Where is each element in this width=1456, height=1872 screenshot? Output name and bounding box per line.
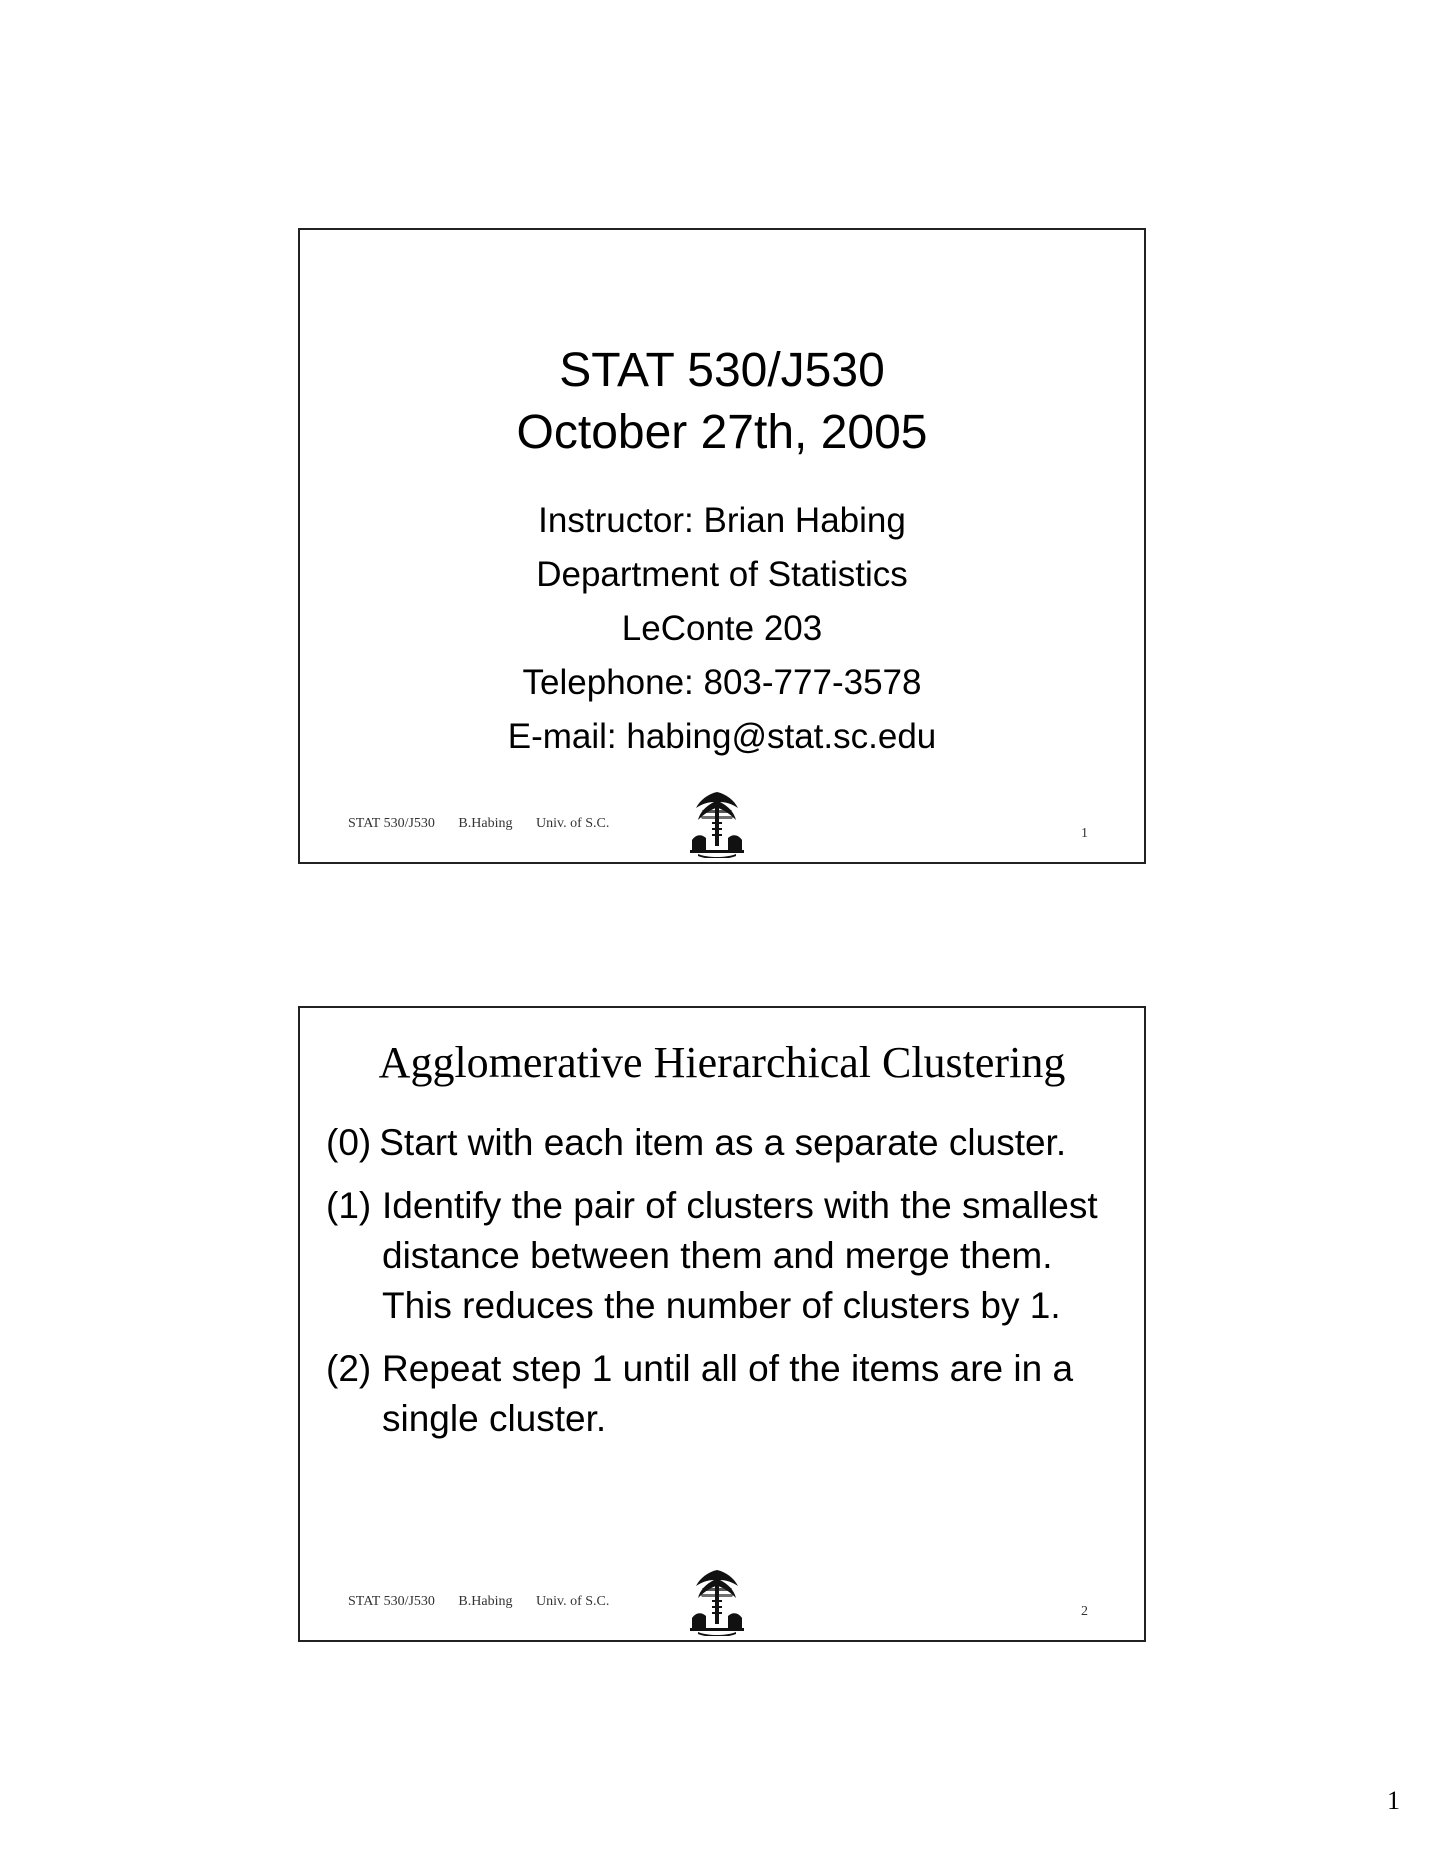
- slide-2: [298, 1006, 1146, 1642]
- step-number: (2): [326, 1348, 372, 1389]
- step-text: Repeat step 1 until all of the items are in a single cluster.: [382, 1348, 1074, 1439]
- slide-1: [298, 228, 1146, 864]
- footer-author: B.Habing: [458, 1594, 513, 1609]
- list-item: [326, 1344, 1130, 1444]
- title-course: STAT 530/J530: [559, 344, 885, 397]
- footer-university: Univ. of S.C.: [535, 816, 610, 831]
- list-item: [326, 1118, 1130, 1168]
- slide-1-title: [300, 340, 1144, 464]
- slide-number: 1: [1081, 826, 1088, 841]
- page-number: 1: [1387, 1786, 1400, 1815]
- step-text: Start with each item as a separate cluster.: [379, 1122, 1067, 1163]
- instructor-name: Instructor: Brian Habing: [538, 501, 906, 540]
- title-date: October 27th, 2005: [516, 406, 928, 459]
- palmetto-tree-icon: [688, 1566, 746, 1636]
- telephone: Telephone: 803-777-3578: [522, 663, 922, 702]
- email: E-mail: habing@stat.sc.edu: [507, 717, 937, 756]
- step-number: (1): [326, 1185, 372, 1226]
- steps-list: [326, 1118, 1130, 1457]
- slide-number: 2: [1081, 1604, 1088, 1619]
- department: Department of Statistics: [536, 555, 908, 594]
- slide-2-title: Agglomerative Hierarchical Clustering: [378, 1038, 1066, 1087]
- footer-university: Univ. of S.C.: [535, 1594, 610, 1609]
- slide-footer: [348, 1594, 629, 1610]
- footer-author: B.Habing: [458, 816, 513, 831]
- footer-course: STAT 530/J530: [348, 1594, 435, 1609]
- palmetto-tree-icon: [688, 788, 746, 858]
- instructor-info: [300, 494, 1144, 764]
- list-item: [326, 1181, 1130, 1331]
- step-text: Identify the pair of clusters with the smallest distance between them and merge them. This reduces the number of clusters by 1.: [382, 1185, 1098, 1326]
- office: LeConte 203: [621, 609, 823, 648]
- step-number: (0): [326, 1122, 372, 1163]
- slide-footer: [348, 816, 629, 832]
- footer-course: STAT 530/J530: [348, 816, 435, 831]
